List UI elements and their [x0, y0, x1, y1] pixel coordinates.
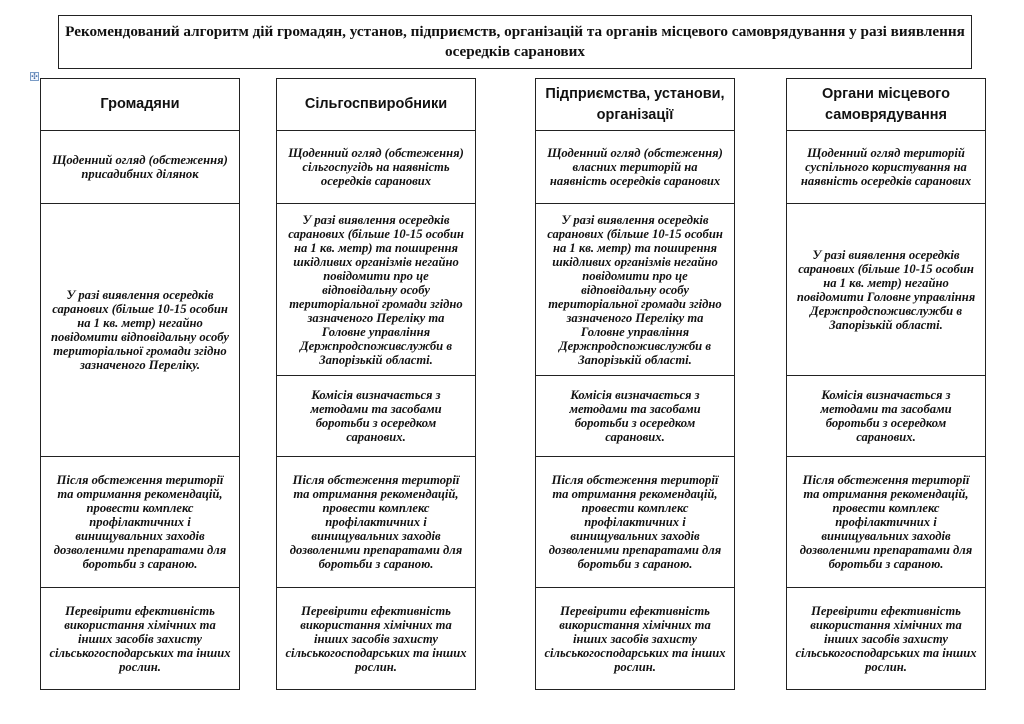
- table-cell: [787, 203, 985, 375]
- column-header: [787, 79, 985, 130]
- column-header-text: Органи місцевого самоврядування: [821, 85, 951, 123]
- column-header-text: Громадяни: [100, 96, 180, 112]
- table-cell: [41, 456, 239, 587]
- cell-text: У разі виявлення осередків саранових (більше 10-15 особин на 1 кв. метр) негайно повідомити відповідальну особу територіальної громади згідно зазначеного Переліку.: [51, 288, 229, 372]
- cell-text: Після обстеження території та отримання рекомендацій, провести комплекс профілактичних і винищувальних заходів дозволеними препаратами для боротьби з сараною.: [548, 473, 722, 571]
- table-cell: [536, 375, 734, 456]
- table-cell: [277, 375, 475, 456]
- cell-text: Щоденний огляд (обстеження) власних територій на наявність осередків саранових: [547, 146, 723, 188]
- cell-text: Перевірити ефективність використання хімічних та інших засобів захисту сільськогосподарських та інших рослин.: [795, 603, 977, 674]
- column-header: [277, 79, 475, 130]
- cell-text: Перевірити ефективність використання хімічних та інших засобів захисту сільськогосподарських та інших рослин.: [544, 603, 726, 674]
- cell-text: Перевірити ефективність використання хімічних та інших засобів захисту сільськогосподарських та інших рослин.: [49, 603, 231, 674]
- table-cell: [277, 456, 475, 587]
- column-enterprises: [535, 78, 735, 690]
- cell-text: Комісія визначається з методами та засобами боротьби з осередком саранових.: [310, 388, 442, 444]
- cell-text: Щоденний огляд територій суспільного користування на наявність осередків саранових: [800, 146, 972, 188]
- table-cell: [536, 587, 734, 689]
- cell-text: Після обстеження території та отримання рекомендацій, провести комплекс профілактичних і винищувальних заходів дозволеними препаратами для боротьби з сараною.: [53, 473, 227, 571]
- cell-text: Після обстеження території та отримання рекомендацій, провести комплекс профілактичних і винищувальних заходів дозволеними препаратами для боротьби з сараною.: [289, 473, 463, 571]
- cell-text: У разі виявлення осередків саранових (більше 10-15 особин на 1 кв. метр) та поширення шкідливих організмів негайно повідомити про це відповідальну особу територіальної громади згідно зазначеного Переліку та Головне управління Держпродспоживслужби в Запорізькій області.: [288, 212, 464, 367]
- cell-text: Щоденний огляд (обстеження) сільгоспугідь на наявність осередків саранових: [288, 146, 464, 188]
- table-cell: [536, 130, 734, 203]
- cell-text: Комісія визначається з методами та засобами боротьби з осередком саранових.: [820, 388, 952, 444]
- cell-text: Після обстеження території та отримання рекомендацій, провести комплекс профілактичних і винищувальних заходів дозволеними препаратами для боротьби з сараною.: [799, 473, 973, 571]
- table-cell: [41, 203, 239, 456]
- table-cell: [277, 130, 475, 203]
- cell-text: Комісія визначається з методами та засобами боротьби з осередком саранових.: [569, 388, 701, 444]
- table-cell: [536, 203, 734, 375]
- table-cell: [277, 587, 475, 689]
- cell-text: У разі виявлення осередків саранових (більше 10-15 особин на 1 кв. метр) негайно повідомити Головне управління Держпродспоживслужби в Запорізькій області.: [796, 247, 976, 332]
- table-cell: [536, 456, 734, 587]
- column-local-government: [786, 78, 986, 690]
- column-header-text: Підприємства, установи, організації: [545, 85, 725, 123]
- table-cell: [787, 456, 985, 587]
- document-title-text: Рекомендований алгоритм дій громадян, установ, підприємств, організацій та органів місцевого самоврядування у разі виявлення осередків саранових: [65, 23, 965, 60]
- table-move-handle-icon[interactable]: ✣: [31, 72, 38, 81]
- column-agricultural-producers: [276, 78, 476, 690]
- cell-text: Перевірити ефективність використання хімічних та інших засобів захисту сільськогосподарських та інших рослин.: [285, 603, 467, 674]
- table-cell: [41, 130, 239, 203]
- column-citizens: [40, 78, 240, 690]
- document-title: [58, 15, 972, 69]
- column-header: [536, 79, 734, 130]
- cell-text: Щоденний огляд (обстеження) присадибних ділянок: [52, 153, 228, 181]
- table-cell: [277, 203, 475, 375]
- column-header-text: Сільгоспвиробники: [304, 96, 448, 112]
- table-cell: [787, 587, 985, 689]
- cell-text: У разі виявлення осередків саранових (більше 10-15 особин на 1 кв. метр) та поширення шкідливих організмів негайно повідомити про це відповідальну особу територіальної громади згідно зазначеного Переліку та Головне управління Держпродспоживслужби в Запорізькій області.: [547, 212, 723, 367]
- table-cell: [41, 587, 239, 689]
- table-cell: [787, 375, 985, 456]
- column-header: [41, 79, 239, 130]
- table-cell: [787, 130, 985, 203]
